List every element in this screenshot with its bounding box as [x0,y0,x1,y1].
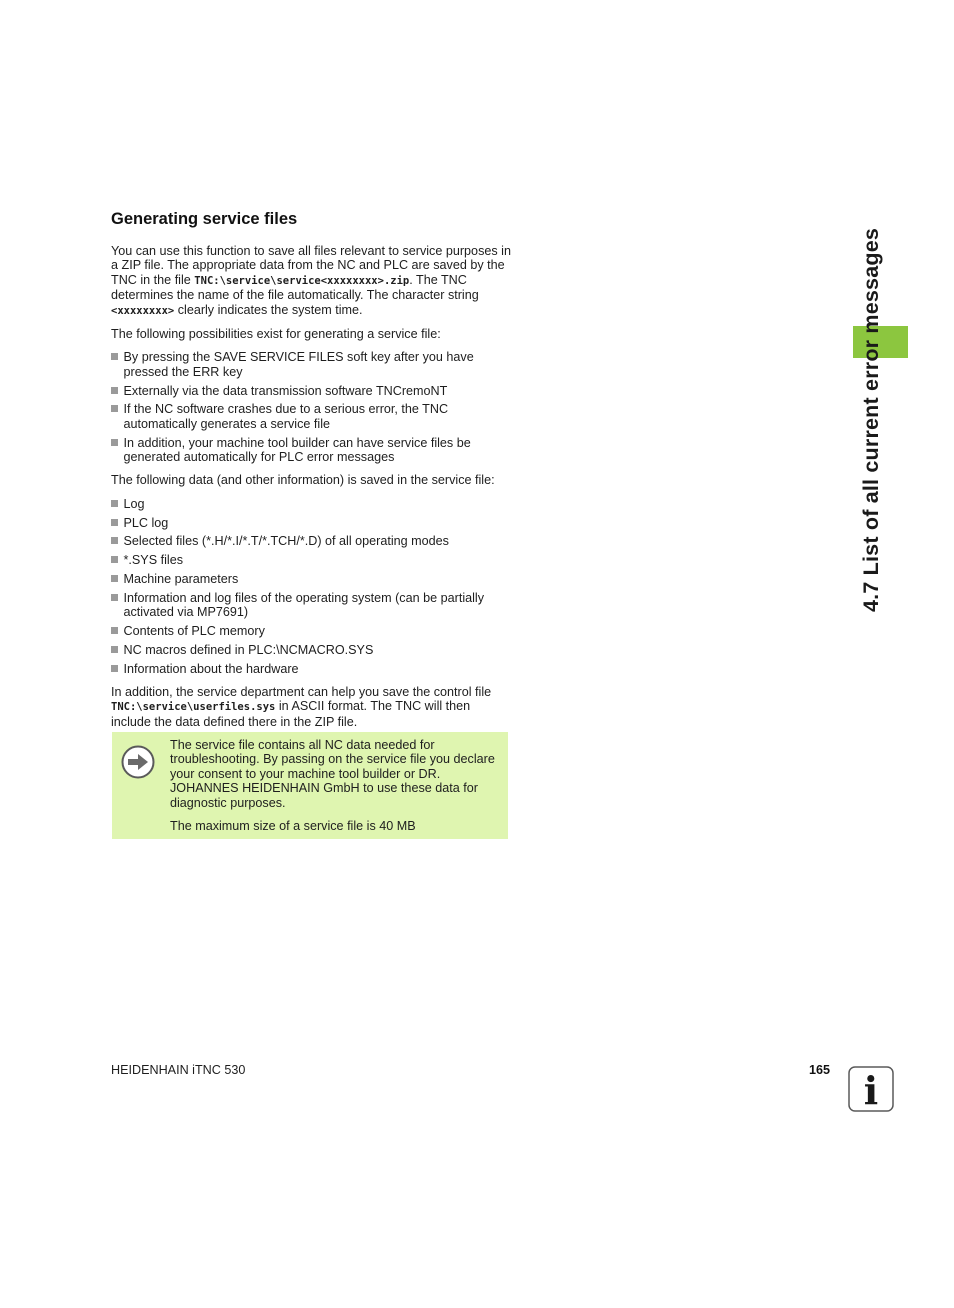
bullet-square [111,594,118,601]
system-time-string: <xxxxxxxx> [111,304,175,317]
list-item: Contents of PLC memory [111,624,511,638]
bullet-square [111,575,118,582]
bullet-square [111,627,118,634]
list-item: Log [111,497,511,511]
list-item: Selected files (*.H/*.I/*.T/*.TCH/*.D) of all operating modes [111,534,511,548]
bullet-square [111,537,118,544]
info-icon [848,1066,894,1112]
bullet-square [111,665,118,672]
bullet-square [111,556,118,563]
intro-paragraph: You can use this function to save all files relevant to service purposes in a ZIP file. The appropriate data from the NC and PLC are saved by the TNC in the file TNC:\service\service<xxxxxxxx>.zip. The TNC determines the name of the file automatically. The character string <xxxxxxxx> clearly indicates the system time. [111,244,511,317]
list-item: In addition, your machine tool builder can have service files be generated automatically for PLC error messages [111,436,511,465]
service-zip-path: TNC:\service\service<xxxxxxxx>.zip [194,274,410,287]
possibilities-lead: The following possibilities exist for generating a service file: [111,327,441,342]
page-number: 165 [808,1063,830,1077]
possibilities-list [111,350,511,464]
list-item: Externally via the data transmission software TNCremoNT [111,384,511,398]
note-consent-text: The service file contains all NC data needed for troubleshooting. By passing on the service file you declare your consent to your machine tool builder or DR. JOHANNES HEIDENHAIN GmbH to use these data for diagnostic purposes. [170,738,495,810]
bullet-square [111,387,118,394]
list-item: NC macros defined in PLC:\NCMACRO.SYS [111,643,511,657]
list-item: PLC log [111,516,511,530]
list-item: *.SYS files [111,553,511,567]
list-item: Information and log files of the operating system (can be partially activated via MP7691) [111,591,511,620]
bullet-square [111,646,118,653]
bullet-square [111,439,118,446]
svg-text:i: i [863,1068,879,1112]
bullet-square [111,353,118,360]
bullet-square [111,405,118,412]
arrow-right-icon [121,745,155,779]
section-body [111,244,511,738]
footer-product: HEIDENHAIN iTNC 530 [111,1063,246,1077]
list-item: Machine parameters [111,572,511,586]
list-item: By pressing the SAVE SERVICE FILES soft key after you have pressed the ERR key [111,350,511,379]
note-box [112,732,508,839]
chapter-title: 4.7 List of all current error messages [859,227,883,612]
data-lead: The following data (and other information) is saved in the service file: [111,473,495,488]
note-size-text: The maximum size of a service file is 40 MB [170,818,416,833]
list-item: If the NC software crashes due to a serious error, the TNC automatically generates a service file [111,402,511,431]
closing-paragraph: In addition, the service department can help you save the control file TNC:\service\userfiles.sys in ASCII format. The TNC will then include the data defined there in the ZIP file. [111,685,492,729]
note-text [170,738,502,842]
list-item: Information about the hardware [111,662,511,676]
userfiles-path: TNC:\service\userfiles.sys [111,701,276,714]
bullet-square [111,500,118,507]
bullet-square [111,519,118,526]
section-heading: Generating service files [111,210,298,228]
data-items-list [111,497,511,676]
